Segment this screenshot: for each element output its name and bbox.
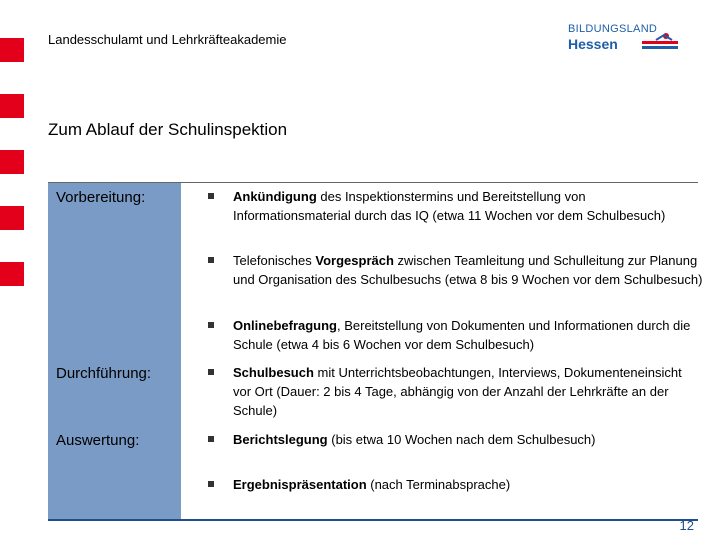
bullet-icon xyxy=(208,369,214,375)
slide-title: Zum Ablauf der Schulinspektion xyxy=(48,120,288,139)
bullet-icon xyxy=(208,436,214,442)
item-prefix: Telefonisches xyxy=(233,253,316,268)
red-marker xyxy=(0,206,24,230)
phase-column xyxy=(48,183,181,519)
page-number: 12 xyxy=(679,518,694,533)
logo-bottom-text: Hessen xyxy=(568,36,618,52)
red-marker xyxy=(0,94,24,118)
item-keyword: Onlinebefragung xyxy=(233,318,337,333)
item-text: mit Unterrichtsbeobachtungen, Interviews, Dokumenteneinsicht vor Ort (Dauer: 2 bis 4 Tage, abhängig von der Anzahl der Lehrkräfte an der Schule) xyxy=(233,365,682,418)
item-keyword: Schulbesuch xyxy=(233,365,314,380)
item-text: zwischen Teamleitung und Schulleitung zur Planung und Organisation des Schulbesuchs (etwa 8 bis 9 Wochen vor dem Schulbesuch) xyxy=(233,253,703,287)
red-marker xyxy=(0,150,24,174)
logo-top-text: BILDUNGSLAND xyxy=(568,23,658,35)
section-label-auswertung: Auswertung: xyxy=(56,432,140,449)
item-text: (bis etwa 10 Wochen nach dem Schulbesuch) xyxy=(327,432,596,447)
red-marker xyxy=(0,38,24,62)
section-label-durchfuehrung: Durchführung: xyxy=(56,365,152,382)
bildungsland-hessen-logo xyxy=(568,23,680,57)
logo-figure-icon xyxy=(642,32,678,54)
item-text: , Bereitstellung von Dokumenten und Informationen durch die Schule (etwa 4 bis 6 Wochen vor dem Schulbesuch) xyxy=(233,318,691,352)
schedule-table xyxy=(48,182,703,521)
item-keyword: Berichtslegung xyxy=(233,432,328,447)
header-title: Landesschulamt und Lehrkräfteakademie xyxy=(48,32,287,47)
item-text: (nach Terminabsprache) xyxy=(366,477,511,492)
bullet-icon xyxy=(208,322,214,328)
bullet-icon xyxy=(208,193,214,199)
item-text: des Inspektionstermins und Bereitstellung von Informationsmaterial durch das IQ (etwa 11 Wochen vor dem Schulbesuch) xyxy=(233,189,666,223)
bullet-icon xyxy=(208,257,214,263)
item-keyword: Ergebnispräsentation xyxy=(233,477,367,492)
red-marker xyxy=(0,262,24,286)
item-keyword: Vorgespräch xyxy=(315,253,394,268)
section-label-vorbereitung: Vorbereitung: xyxy=(56,189,146,206)
bullet-icon xyxy=(208,481,214,487)
item-keyword: Ankündigung xyxy=(233,189,317,204)
